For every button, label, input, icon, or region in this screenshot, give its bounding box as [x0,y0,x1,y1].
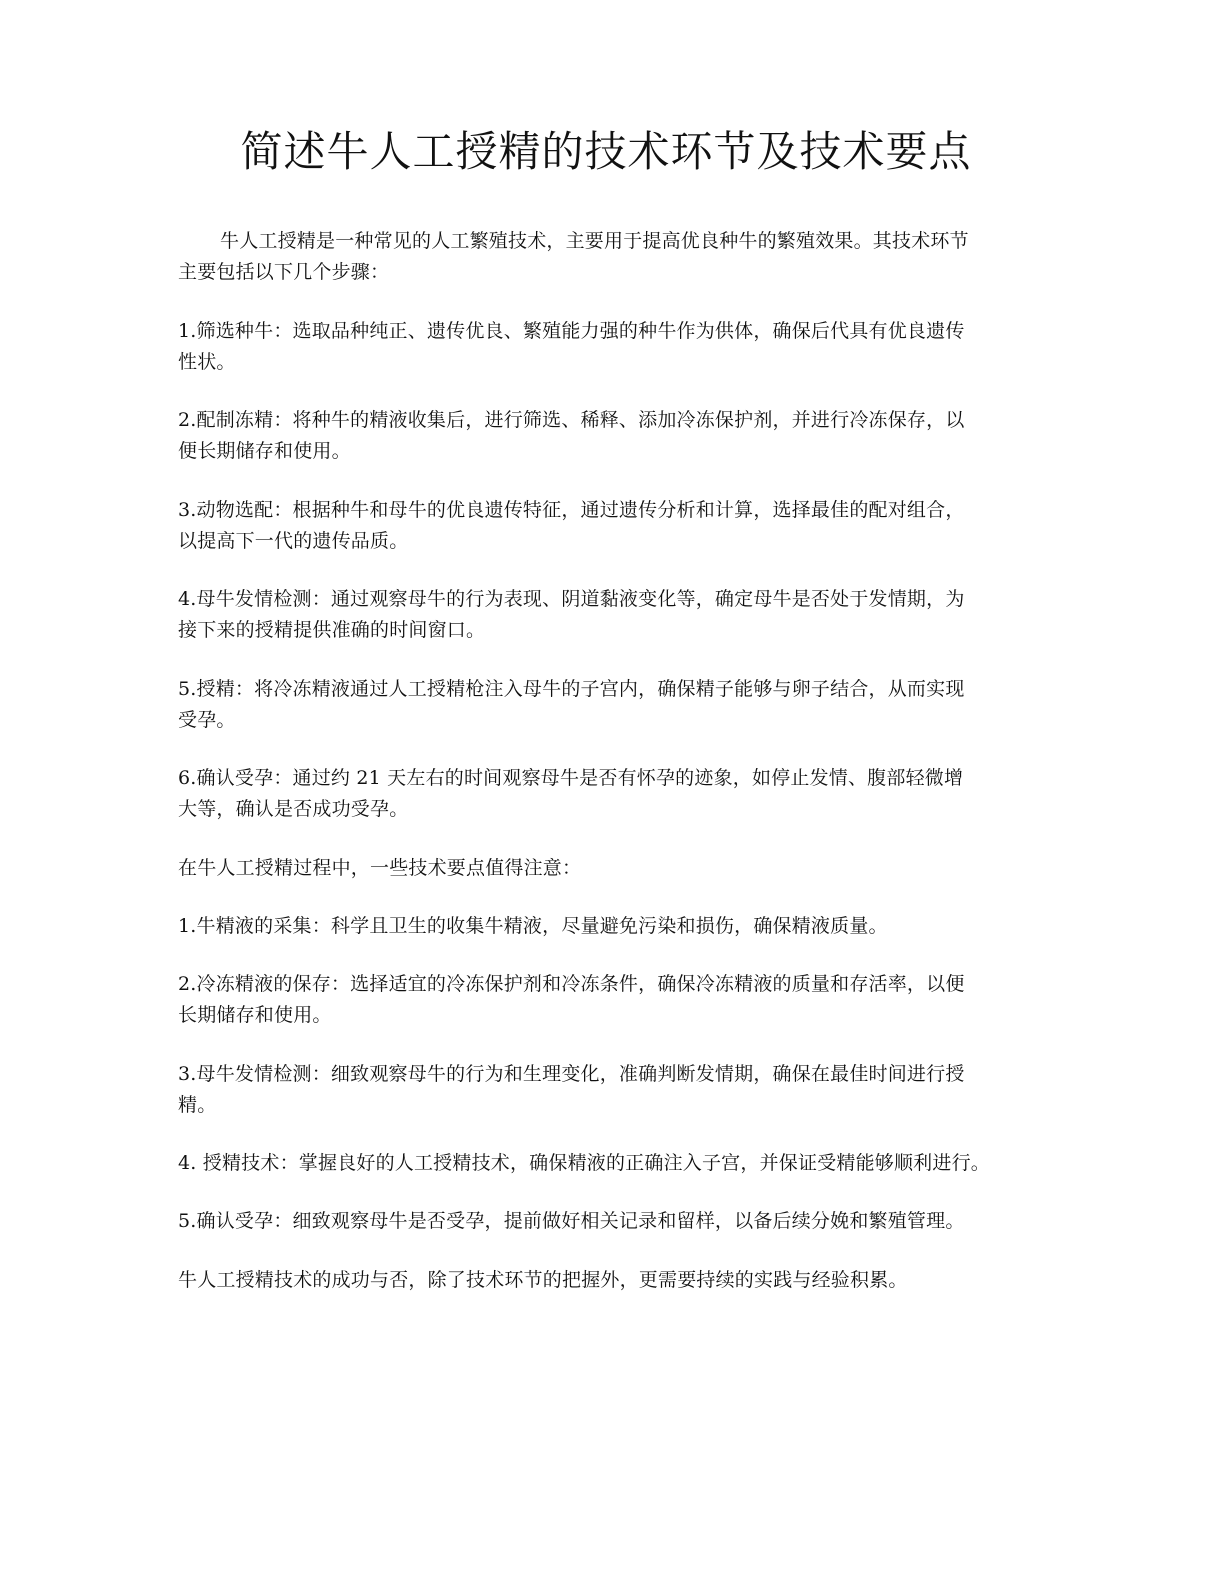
step-item-2 [178,405,1058,467]
point-4-line-1: 4. 授精技术：掌握良好的人工授精技术，确保精液的正确注入子宫，并保证受精能够顺利进行。 [178,1152,990,1174]
point-2-line-1: 2.冷冻精液的保存：选择适宜的冷冻保护剂和冷冻条件，确保冷冻精液的质量和存活率，以便 [178,973,965,995]
step-2-line-2: 便长期储存和使用。 [178,440,351,462]
step-5-line-2: 受孕。 [178,709,236,731]
step-item-1 [178,316,1058,378]
conclusion-paragraph [178,1265,1058,1296]
point-5-line-1: 5.确认受孕：细致观察母牛是否受孕，提前做好相关记录和留样，以备后续分娩和繁殖管理。 [178,1210,965,1232]
step-item-4 [178,584,1058,646]
step-item-5 [178,674,1058,736]
document-title: 简述牛人工授精的技术环节及技术要点 [240,127,972,176]
intro-line-2: 主要包括以下几个步骤： [178,261,390,283]
point-2-line-2: 长期储存和使用。 [178,1004,332,1026]
point-3-line-1: 3.母牛发情检测：细致观察母牛的行为和生理变化，准确判断发情期，确保在最佳时间进行授 [178,1063,965,1085]
conclusion-line: 牛人工授精技术的成功与否，除了技术环节的把握外，更需要持续的实践与经验积累。 [178,1269,908,1291]
step-3-line-1: 3.动物选配：根据种牛和母牛的优良遗传特征，通过遗传分析和计算，选择最佳的配对组合， [178,499,965,521]
point-1-line-1: 1.牛精液的采集：科学且卫生的收集牛精液，尽量避免污染和损伤，确保精液质量。 [178,915,888,937]
step-5-line-1: 5.授精：将冷冻精液通过人工授精枪注入母牛的子宫内，确保精子能够与卵子结合，从而实现 [178,678,965,700]
step-3-line-2: 以提高下一代的遗传品质。 [178,530,409,552]
intro-paragraph [178,226,1058,288]
step-2-line-1: 2.配制冻精：将种牛的精液收集后，进行筛选、稀释、添加冷冻保护剂，并进行冷冻保存，以 [178,409,965,431]
point-item-4 [178,1148,1058,1179]
point-item-1 [178,911,1058,942]
step-6-line-1: 6.确认受孕：通过约 21 天左右的时间观察母牛是否有怀孕的迹象，如停止发情、腹部轻微增 [178,767,964,789]
point-item-3 [178,1059,1058,1121]
point-3-line-2: 精。 [178,1094,217,1116]
point-item-2 [178,969,1058,1031]
points-intro-line: 在牛人工授精过程中，一些技术要点值得注意： [178,857,582,879]
step-item-6 [178,763,1058,825]
step-4-line-2: 接下来的授精提供准确的时间窗口。 [178,619,486,641]
point-item-5 [178,1206,1058,1237]
step-1-line-2: 性状。 [178,351,236,373]
step-item-3 [178,495,1058,557]
step-1-line-1: 1.筛选种牛：选取品种纯正、遗传优良、繁殖能力强的种牛作为供体，确保后代具有优良遗传 [178,320,965,342]
intro-line-1: 牛人工授精是一种常见的人工繁殖技术，主要用于提高优良种牛的繁殖效果。其技术环节 [220,230,969,252]
step-6-line-2: 大等，确认是否成功受孕。 [178,798,409,820]
step-4-line-1: 4.母牛发情检测：通过观察母牛的行为表现、阴道黏液变化等，确定母牛是否处于发情期，为 [178,588,965,610]
points-intro-paragraph [178,853,1058,884]
